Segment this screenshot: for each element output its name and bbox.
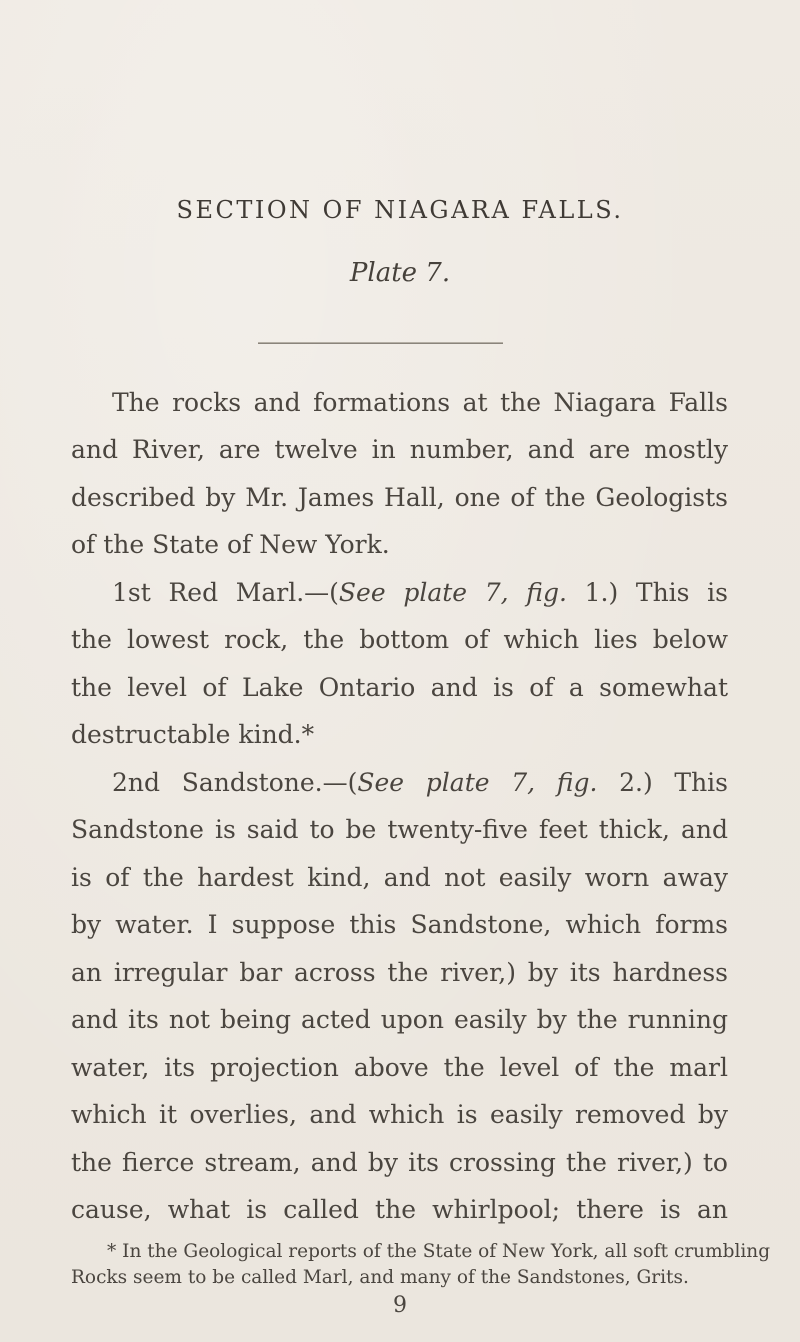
body-line: of the State of New York.	[71, 530, 390, 560]
body-line: 1st Red Marl.—(See plate 7, fig. 1.) This is	[112, 577, 729, 607]
body-line: the fierce stream, and by its crossing the river,) to	[71, 1147, 728, 1177]
page-number: 9	[393, 1293, 407, 1318]
divider-rule	[258, 342, 503, 344]
body-line: the level of Lake Ontario and is of a somewhat	[71, 672, 728, 702]
plate-reference: See plate 7, fig.	[338, 577, 567, 607]
plate-label: Plate 7.	[349, 258, 451, 288]
body-line: an irregular bar across the river,) by its hardness	[71, 957, 728, 987]
body-line: and its not being acted upon easily by the running	[71, 1005, 728, 1035]
body-line: cause, what is called the whirlpool; there is an	[71, 1195, 728, 1224]
body-line: which it overlies, and which is easily removed by	[71, 1100, 728, 1130]
section-title: SECTION OF NIAGARA FALLS.	[176, 196, 624, 224]
body-line: water, its projection above the level of the marl	[71, 1052, 728, 1082]
body-line: 2nd Sandstone.—(See plate 7, fig. 2.) This	[112, 767, 729, 797]
body-line: destructable kind.*	[71, 720, 315, 750]
body-line: The rocks and formations at the Niagara Falls	[112, 388, 728, 417]
footnote-line: * In the Geological reports of the State of New York, all soft crumbling	[107, 1241, 771, 1262]
body-line: is of the hardest kind, and not easily worn away	[71, 862, 728, 892]
plate-reference: See plate 7, fig.	[357, 767, 598, 797]
body-line: by water. I suppose this Sandstone, which forms	[71, 910, 728, 940]
body-line: the lowest rock, the bottom of which lies below	[71, 625, 728, 655]
body-line: described by Mr. James Hall, one of the Geologists	[71, 482, 728, 512]
body-line: and River, are twelve in number, and are mostly	[71, 435, 728, 465]
footnote-line: Rocks seem to be called Marl, and many of the Sandstones, Grits.	[71, 1267, 689, 1288]
body-line: Sandstone is said to be twenty-five feet thick, and	[71, 815, 728, 845]
